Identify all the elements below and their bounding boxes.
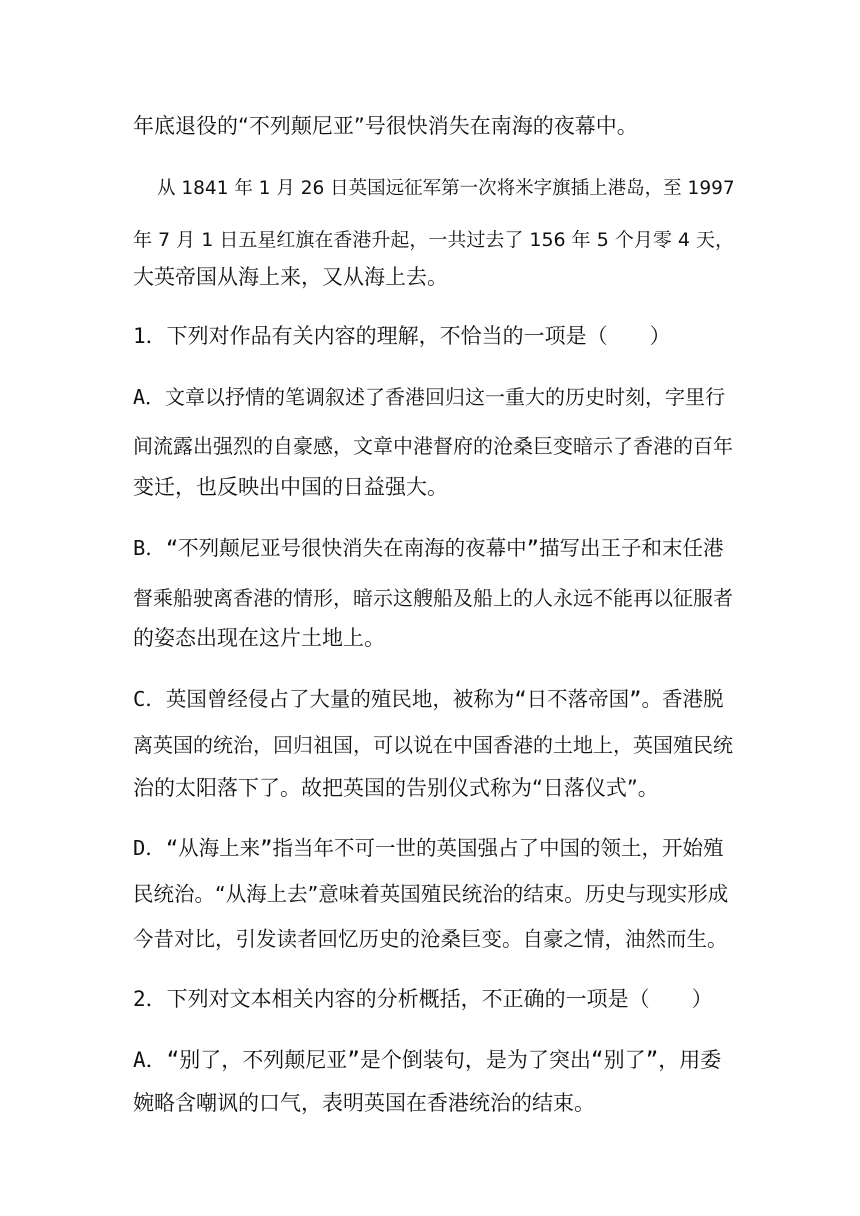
q1-option-c-line-1: C．英国曾经侵占了大量的殖民地，被称为“日不落帝国”。香港脱 xyxy=(133,687,724,711)
q1-option-c-line-3: 治的太阳落下了。故把英国的告别仪式称为“日落仪式”。 xyxy=(133,776,659,800)
q2-option-a-line-1: A．“别了，不列颠尼亚”是个倒装句，是为了突出“别了”，用委 xyxy=(133,1048,722,1072)
q1-option-b-line-2: 督乘船驶离香港的情形，暗示这艘船及船上的人永远不能再以征服者 xyxy=(133,586,733,610)
q1-option-d-line-2: 民统治。“从海上去”意味着英国殖民统治的结束。历史与现实形成 xyxy=(133,882,729,906)
text-line-2: 从 1841 年 1 月 26 日英国远征军第一次将米字旗插上港岛，至 1997 xyxy=(157,178,735,199)
text-line-1: 年底退役的“不列颠尼亚”号很快消失在南海的夜幕中。 xyxy=(133,114,638,138)
q1-option-b-line-1: B．“不列颠尼亚号很快消失在南海的夜幕中”描写出王子和末任港 xyxy=(133,536,724,560)
q1-option-d-line-1: D．“从海上来”指当年不可一世的英国强占了中国的领土，开始殖 xyxy=(133,836,724,860)
q1-option-c-line-2: 离英国的统治，回归祖国，可以说在中国香港的土地上，英国殖民统 xyxy=(133,733,733,757)
q1-option-a-line-1: A．文章以抒情的笔调叙述了香港回归这一重大的历史时刻，字里行 xyxy=(133,385,726,409)
question-1-stem: 1．下列对作品有关内容的理解，不恰当的一项是（ ） xyxy=(133,324,671,348)
q1-option-d-line-3: 今昔对比，引发读者回忆历史的沧桑巨变。自豪之情，油然而生。 xyxy=(133,927,728,951)
q1-option-b-line-3: 的姿态出现在这片土地上。 xyxy=(133,626,385,650)
question-2-stem: 2．下列对文本相关内容的分析概括，不正确的一项是（ ） xyxy=(133,987,713,1011)
text-line-3: 年 7 月 1 日五星红旗在香港升起，一共过去了 156 年 5 个月零 4 天， xyxy=(133,229,735,251)
text-line-4: 大英帝国从海上来，又从海上去。 xyxy=(133,265,448,289)
q2-option-a-line-2: 婉略含嘲讽的口气，表明英国在香港统治的结束。 xyxy=(133,1091,595,1115)
q1-option-a-line-2: 间流露出强烈的自豪感，文章中港督府的沧桑巨变暗示了香港的百年 xyxy=(133,434,733,458)
q1-option-a-line-3: 变迁，也反映出中国的日益强大。 xyxy=(133,475,448,499)
